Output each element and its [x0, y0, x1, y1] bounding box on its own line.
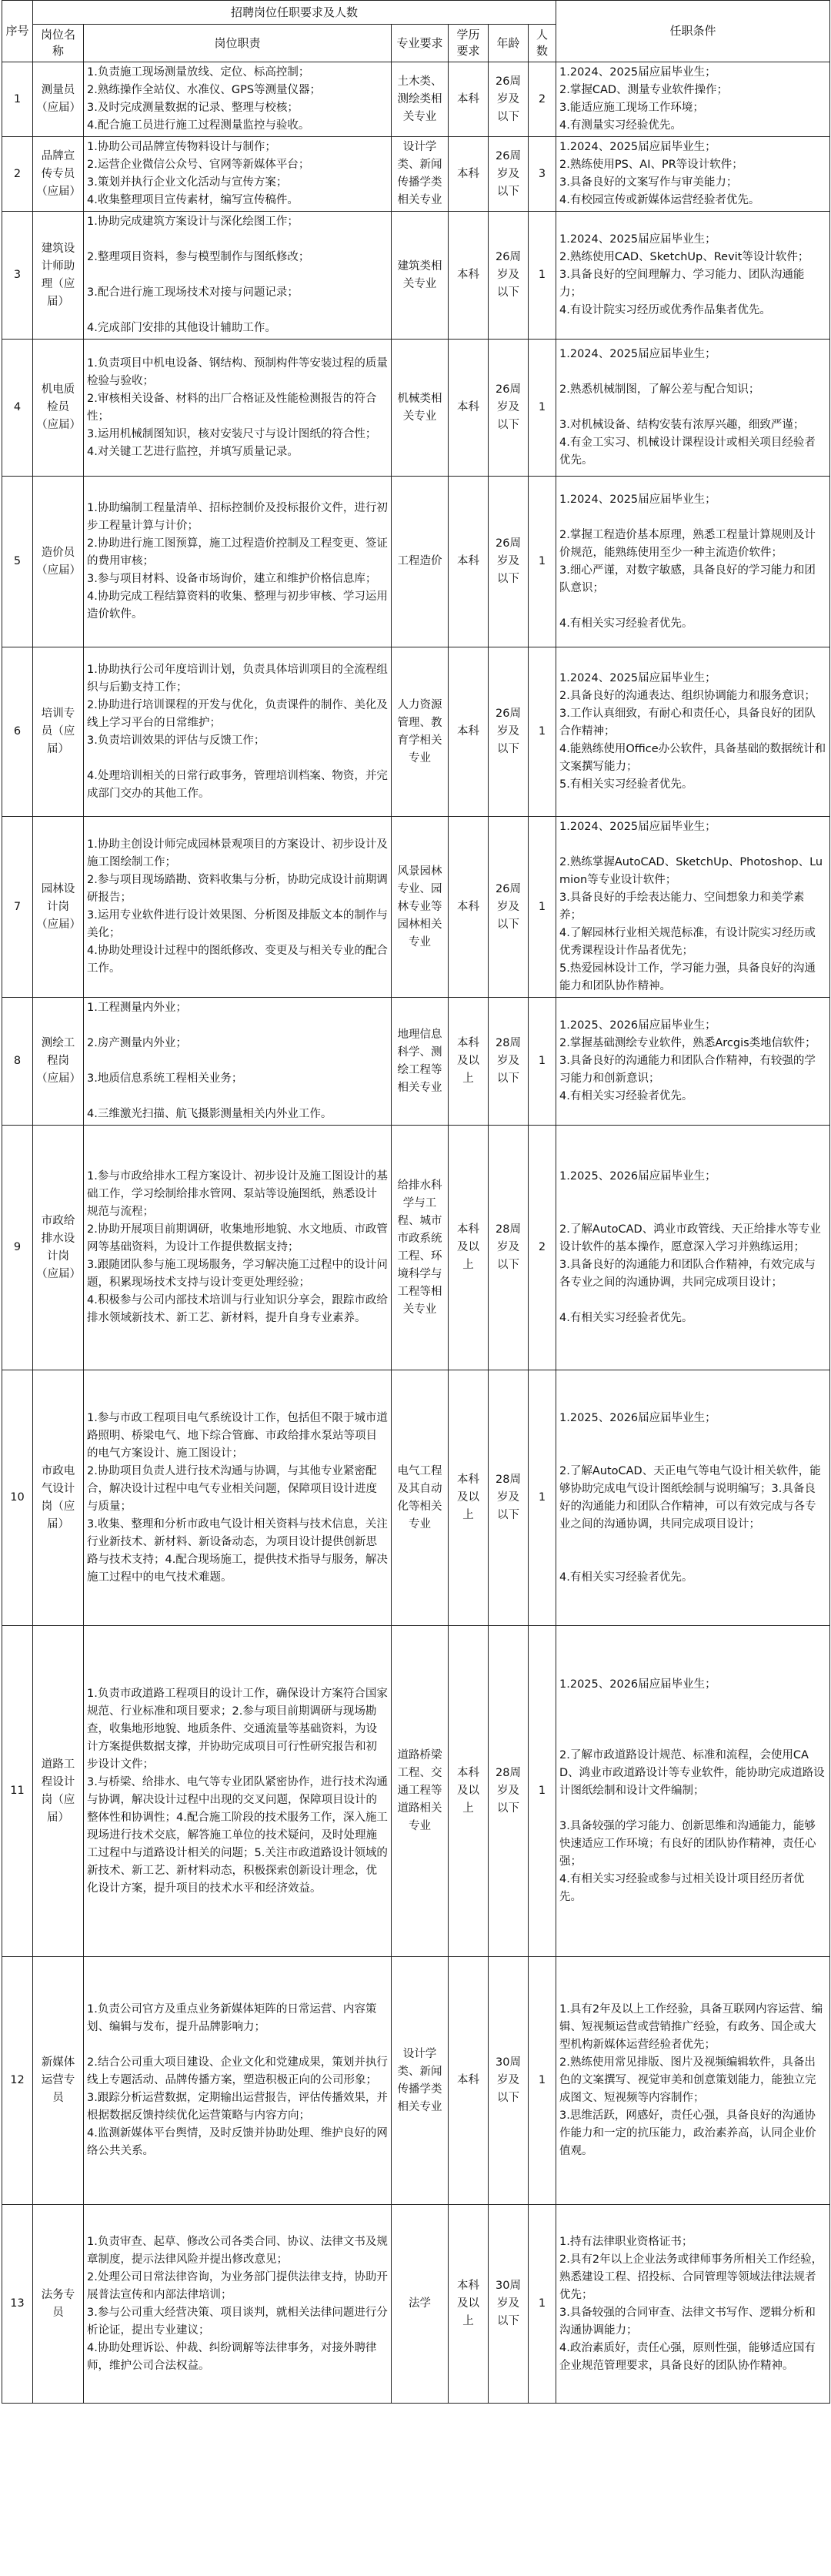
headcount: 1	[529, 998, 556, 1126]
position-name: 机电质检员（应届）	[33, 340, 84, 477]
requirement-item: 4.了解园林行业相关规范标准，有设计院实习经历或优秀课程设计作品者优先；	[559, 927, 816, 957]
row-seq: 11	[2, 1626, 33, 1957]
spacer	[559, 363, 826, 381]
table-title: 招聘岗位任职要求及人数	[33, 1, 556, 25]
requirement-item: 3.具备良好的手绘表达能力、空间想象力和美学素养；	[559, 892, 805, 922]
duty-item: 3.策划并执行企业文化活动与宣传方案；	[87, 176, 288, 189]
headcount: 1	[529, 2205, 556, 2404]
requirement-item: 3.具备较强的学习能力、创新思维和沟通能力，能够快速适应工作环境；有良好的团队协作精神，责任心强；	[559, 1820, 816, 1868]
duty-item: 3.跟随团队参与施工现场服务，学习解决施工过程中的设计问题，积累现场技术支持与设计变更处理经验；	[87, 1259, 388, 1289]
table-row	[2, 137, 830, 212]
header-position: 岗位名称	[33, 25, 84, 62]
duty-item: 3.运用机械制图知识，核对安装尺寸与设计图纸的符合性；	[87, 427, 377, 440]
requirements-cell	[556, 62, 830, 137]
row-seq: 7	[2, 817, 33, 998]
requirement-item: 3.具备良好的沟通能力和团队合作精神，有效完成与各专业之间的沟通协调，共同完成项目设计；	[559, 1259, 816, 1289]
duties-cell	[84, 137, 392, 212]
spacer	[87, 1088, 388, 1106]
requirement-item: 2.熟练使用常见排版、图片及视频编辑软件，具备出色的文案撰写、视觉审美和创意策划能力，能独立完成图文、短视频等内容制作；	[559, 2056, 816, 2104]
age-requirement: 28周岁及以下	[489, 1370, 529, 1626]
major-requirement: 设计学类、新闻传播学类相关专业	[392, 137, 449, 212]
duty-item: 4.收集整理项目宣传素材，编写宣传稿件。	[87, 194, 299, 206]
table-title-row	[2, 1, 830, 25]
duty-item: 1.参与市政工程项目电气系统设计工作，包括但不限于城市道路照明、桥梁电气、地下综合管廊、市政给排水泵站等项目的电气方案设计、施工图设计；	[87, 1411, 388, 1460]
requirement-item: 4.能熟练使用Office办公软件，具备基础的数据统计和文案撰写能力；	[559, 743, 826, 773]
table-row	[2, 1957, 830, 2205]
position-name: 培训专员（应届）	[33, 647, 84, 817]
requirements-cell	[556, 1126, 830, 1370]
duty-item: 1.协助完成建筑方案设计与深化绘图工作；	[87, 216, 299, 228]
spacer	[87, 302, 388, 319]
requirement-item: 2.了解市政道路设计规范、标准和流程，会使用CAD、鸿业市政道路设计等专业软件，能协助完成道路设计图纸绘制和设计文件编制；	[559, 1749, 825, 1797]
headcount: 1	[529, 212, 556, 340]
row-seq: 13	[2, 2205, 33, 2404]
requirement-item: 4.有金工实习、机械设计课程设计或相关项目经验者优先。	[559, 437, 816, 467]
requirement-item: 2.掌握工程造价基本原理，熟悉工程量计算规则及计价规范，能熟练使用至少一种主流造价软件；	[559, 528, 816, 559]
requirement-item: 2.熟练使用PS、AI、PR等设计软件；	[559, 159, 743, 171]
duty-item: 3.运用专业软件进行设计效果图、分析图及排版文本的制作与美化；	[87, 909, 388, 939]
spacer	[559, 1427, 826, 1445]
education-requirement: 本科	[449, 477, 489, 647]
requirement-item: 2.了解AutoCAD、鸿业市政管线、天正给排水等专业设计软件的基本操作，愿意深入学习并熟练运用；	[559, 1223, 821, 1253]
header-seq: 序号	[2, 1, 33, 62]
table-row	[2, 477, 830, 647]
education-requirement: 本科及以上	[449, 1126, 489, 1370]
requirement-item: 4.有校园宣传或新媒体运营经验者优先。	[559, 194, 760, 206]
requirement-item: 3.工作认真细致，有耐心和责任心，具备良好的团队合作精神；	[559, 708, 816, 738]
headcount: 3	[529, 137, 556, 212]
spacer	[559, 399, 826, 417]
requirement-item: 1.2025、2026届应届毕业生；	[559, 1411, 716, 1424]
requirement-item: 1.2024、2025届应届毕业生；	[559, 233, 716, 246]
requirement-item: 1.具有2年及以上工作经验，具备互联网内容运营、编辑、短视频运营或营销推广经验，有政务、国企或大型机构新媒体运营经验者优先；	[559, 2003, 823, 2051]
row-seq: 8	[2, 998, 33, 1126]
requirement-item: 1.2024、2025届应届毕业生；	[559, 672, 716, 684]
row-seq: 6	[2, 647, 33, 817]
requirement-item: 1.2024、2025届应届毕业生；	[559, 141, 716, 153]
duties-cell	[84, 1957, 392, 2205]
education-requirement: 本科	[449, 1957, 489, 2205]
requirement-item: 5.有相关实习经验者优先。	[559, 778, 693, 791]
spacer	[559, 1445, 826, 1463]
age-requirement: 28周岁及以下	[489, 1626, 529, 1957]
header-major: 专业要求	[392, 25, 449, 62]
requirement-item: 4.有相关实习经验者优先。	[559, 1312, 693, 1324]
row-seq: 9	[2, 1126, 33, 1370]
duty-item: 3.负责培训效果的评估与反馈工作；	[87, 734, 265, 747]
duty-item: 4.三维激光扫描、航飞摄影测量相关内外业工作。	[87, 1108, 332, 1120]
age-requirement: 26周岁及以下	[489, 817, 529, 998]
header-count: 人数	[529, 25, 556, 62]
requirement-item: 1.2024、2025届应届毕业生；	[559, 66, 716, 79]
duty-item: 4.协助处理设计过程中的图纸修改、变更及与相关专业的配合工作。	[87, 945, 388, 975]
requirement-item: 3.具备较强的合同审查、法律文书写作、逻辑分析和沟通协调能力；	[559, 2306, 816, 2337]
spacer	[559, 509, 826, 527]
duty-item: 2.协助进行施工图预算，施工过程造价控制及工程变更、签证的费用审核；	[87, 537, 388, 567]
row-seq: 3	[2, 212, 33, 340]
requirement-item: 2.掌握基础测绘专业软件，熟悉Arcgis类地信软件；	[559, 1037, 816, 1049]
requirement-item: 3.思维活跃，网感好，责任心强，具备良好的沟通协作能力和一定的抗压能力，政治素养高，认同企业价值观。	[559, 2109, 816, 2157]
headcount: 2	[529, 62, 556, 137]
major-requirement: 人力资源管理、教育学相关专业	[392, 647, 449, 817]
major-requirement: 风景园林专业、园林专业等园林相关专业	[392, 817, 449, 998]
duties-cell	[84, 998, 392, 1126]
requirement-item: 4.政治素质好，责任心强，原则性强，能够适应国有企业规范管理要求，具备良好的团队协作精神。	[559, 2341, 816, 2372]
requirement-item: 4.有相关实习经验者优先。	[559, 1571, 693, 1584]
table-body	[2, 62, 830, 2404]
requirement-item: 1.2024、2025届应届毕业生；	[559, 493, 716, 506]
duty-item: 4.协助处理诉讼、仲裁、纠纷调解等法律事务，对接外聘律师，维护公司合法权益。	[87, 2341, 377, 2372]
duty-item: 3.收集、整理和分析市政电气设计相关资料与技术信息，关注行业新技术、新材料、新设备动态，为项目设计提供创新思路与技术支持；4.配合现场施工，提供技术指导与服务，解决施工过程中的电气技术难题。	[87, 1517, 388, 1584]
requirements-cell	[556, 137, 830, 212]
duty-item: 2.协助开展项目前期调研，收集地形地貌、水文地质、市政管网等基础资料，为设计工作提供数据支持；	[87, 1223, 388, 1253]
position-name: 测量员（应届）	[33, 62, 84, 137]
duty-item: 1.协助编制工程量清单、招标控制价及投标报价文件，进行初步工程量计算与计价；	[87, 502, 388, 532]
education-requirement: 本科	[449, 647, 489, 817]
position-name: 测绘工程岗（应届）	[33, 998, 84, 1126]
table-row	[2, 998, 830, 1126]
requirements-cell	[556, 1370, 830, 1626]
table-row	[2, 62, 830, 137]
duty-item: 1.负责施工现场测量放线、定位、标高控制；	[87, 66, 310, 79]
requirement-item: 3.具备良好的文案写作与审美能力；	[559, 176, 738, 189]
requirements-cell	[556, 340, 830, 477]
duty-item: 4.处理培训相关的日常行政事务，管理培训档案、物资，并完成部门交办的其他工作。	[87, 769, 388, 800]
duty-item: 3.配合进行施工现场技术对接与问题记录；	[87, 286, 299, 299]
requirement-item: 2.掌握CAD、测量专业软件操作；	[559, 84, 729, 96]
requirement-item: 4.有相关实习经验或参与过相关设计项目经历者优先。	[559, 1873, 805, 1903]
table-row	[2, 817, 830, 998]
headcount: 1	[529, 1370, 556, 1626]
duty-item: 3.地质信息系统工程相关业务；	[87, 1072, 243, 1085]
major-requirement: 电气工程及其自动化等相关专业	[392, 1370, 449, 1626]
education-requirement: 本科及以上	[449, 1626, 489, 1957]
position-name: 品牌宣传专员（应届）	[33, 137, 84, 212]
requirement-item: 1.2025、2026届应届毕业生；	[559, 1170, 716, 1183]
duty-item: 1.协助执行公司年度培训计划，负责具体培训项目的全流程组织与后勤支持工作；	[87, 663, 388, 694]
requirements-cell	[556, 1957, 830, 2205]
major-requirement: 工程造价	[392, 477, 449, 647]
duties-cell	[84, 2205, 392, 2404]
duty-item: 4.对关键工艺进行监控，并填写质量记录。	[87, 445, 299, 458]
recruitment-table	[2, 0, 830, 2404]
headcount: 1	[529, 340, 556, 477]
requirements-cell	[556, 817, 830, 998]
spacer	[87, 266, 388, 284]
age-requirement: 26周岁及以下	[489, 340, 529, 477]
requirement-item: 1.2024、2025届应届毕业生；	[559, 348, 716, 360]
header-requirements: 任职条件	[556, 1, 830, 62]
education-requirement: 本科及以上	[449, 1370, 489, 1626]
duties-cell	[84, 647, 392, 817]
row-seq: 1	[2, 62, 33, 137]
duty-item: 2.运营企业微信公众号、官网等新媒体平台；	[87, 159, 310, 171]
requirements-cell	[556, 998, 830, 1126]
position-name: 道路工程设计岗（应届）	[33, 1626, 84, 1957]
spacer	[559, 1551, 826, 1569]
requirement-item: 2.具备良好的沟通表达、组织协调能力和服务意识；	[559, 690, 816, 702]
spacer	[559, 597, 826, 615]
position-name: 造价员（应届）	[33, 477, 84, 647]
position-name: 新媒体运营专员	[33, 1957, 84, 2205]
requirements-cell	[556, 1626, 830, 1957]
major-requirement: 土木类、测绘类相关专业	[392, 62, 449, 137]
requirements-cell	[556, 647, 830, 817]
headcount: 2	[529, 1126, 556, 1370]
duty-item: 3.参与公司重大经营决策、项目谈判，就相关法律问题进行分析论证，提出专业建议；	[87, 2306, 388, 2337]
duties-cell	[84, 817, 392, 998]
table-row	[2, 1626, 830, 1957]
age-requirement: 26周岁及以下	[489, 647, 529, 817]
requirement-item: 3.对机械设备、结构安装有浓厚兴趣，细致严谨；	[559, 419, 805, 431]
duty-item: 1.工程测量内外业；	[87, 1002, 187, 1014]
duty-item: 4.完成部门安排的其他设计辅助工作。	[87, 322, 276, 334]
age-requirement: 26周岁及以下	[489, 62, 529, 137]
requirement-item: 1.2024、2025届应届毕业生；	[559, 821, 716, 833]
duties-cell	[84, 212, 392, 340]
duty-item: 4.监测新媒体平台舆情，及时反馈并协助处理、维护良好的网络公共关系。	[87, 2127, 388, 2157]
headcount: 1	[529, 817, 556, 998]
requirement-item: 4.有测量实习经验优先。	[559, 119, 682, 132]
duties-cell	[84, 1626, 392, 1957]
spacer	[559, 1203, 826, 1221]
requirement-item: 2.了解AutoCAD、天正电气等电气设计相关软件，能够协助完成电气设计图纸绘制与说明编写；3.具备良好的沟通能力和团队合作精神，可以有效完成与各专业之间的沟通协调，共同完成项目设计；	[559, 1464, 821, 1531]
requirements-cell	[556, 212, 830, 340]
major-requirement: 给排水科学与工程、城市市政系统工程、环境科学与工程等相关专业	[392, 1126, 449, 1370]
row-seq: 10	[2, 1370, 33, 1626]
duties-cell	[84, 1370, 392, 1626]
duty-item: 1.协助公司品牌宣传物料设计与制作；	[87, 141, 276, 153]
position-name: 建筑设计师助理（应届）	[33, 212, 84, 340]
duty-item: 1.负责市政道路工程项目的设计工作，确保设计方案符合国家规范、行业标准和项目要求；2.参与项目前期调研与现场勘查，收集地形地貌、地质条件、交通流量等基础资料，为设计方案提供数据支撑，并协助完成项目可行性研究报告和初步设计文件；	[87, 1687, 388, 1771]
row-seq: 4	[2, 340, 33, 477]
spacer	[559, 1534, 826, 1551]
major-requirement: 法学	[392, 2205, 449, 2404]
age-requirement: 28周岁及以下	[489, 998, 529, 1126]
requirement-item: 3.细心严谨，对数字敏感，具备良好的学习能力和团队意识；	[559, 564, 816, 594]
age-requirement: 30周岁及以下	[489, 2205, 529, 2404]
duties-cell	[84, 340, 392, 477]
requirement-item: 2.熟悉机械制图，了解公差与配合知识；	[559, 383, 760, 396]
headcount: 1	[529, 1626, 556, 1957]
headcount: 1	[529, 1957, 556, 2205]
header-education: 学历要求	[449, 25, 489, 62]
duty-item: 2.审核相关设备、材料的出厂合格证及性能检测报告的符合性；	[87, 392, 377, 423]
major-requirement: 机械类相关专业	[392, 340, 449, 477]
table-row	[2, 1370, 830, 1626]
duty-item: 4.积极参与公司内部技术培训与行业知识分享会，跟踪市政给排水领域新技术、新工艺、新材料，提升自身专业素养。	[87, 1294, 388, 1324]
table-row	[2, 1126, 830, 1370]
education-requirement: 本科及以上	[449, 2205, 489, 2404]
major-requirement: 建筑类相关专业	[392, 212, 449, 340]
spacer	[87, 750, 388, 768]
duty-item: 2.整理项目资料，参与模型制作与图纸修改；	[87, 251, 310, 263]
table-row	[2, 340, 830, 477]
row-seq: 2	[2, 137, 33, 212]
duty-item: 2.协助进行培训课程的开发与优化，负责课件的制作、美化及线上学习平台的日常维护；	[87, 698, 388, 729]
headcount: 1	[529, 647, 556, 817]
spacer	[87, 231, 388, 249]
age-requirement: 26周岁及以下	[489, 137, 529, 212]
major-requirement: 设计学类、新闻传播学类相关专业	[392, 1957, 449, 2205]
education-requirement: 本科及以上	[449, 998, 489, 1126]
row-seq: 5	[2, 477, 33, 647]
duty-item: 4.配合施工员进行施工过程测量监控与验收。	[87, 119, 310, 132]
duty-item: 2.熟练操作全站仪、水准仪、GPS等测量仪器；	[87, 84, 322, 96]
duty-item: 3.与桥梁、给排水、电气等专业团队紧密协作，进行技术沟通与协调，解决设计过程中出现的交叉问题，保障项目设计的整体性和协调性；4.配合施工阶段的技术服务工作，深入施工现场进行技术交底，解答施工单位的技术疑问，及时处理施工过程中与道路设计相关的问题；5.关注市政道路设计领域的新技术、新工艺、新材料动态，积极探索创新设计理念，优化设计方案，提升项目的技术水平和经济效益。	[87, 1775, 388, 1895]
requirement-item: 3.能适应施工现场工作环境；	[559, 102, 704, 114]
header-duties: 岗位职责	[84, 25, 392, 62]
duty-item: 1.负责项目中机电设备、钢结构、预制构件等安装过程的质量检验与验收；	[87, 356, 388, 387]
position-name: 市政电气设计岗（应届）	[33, 1370, 84, 1626]
duty-item: 3.跟踪分析运营数据，定期输出运营报告，评估传播效果，并根据数据反馈持续优化运营策略与内容方向；	[87, 2092, 388, 2122]
requirements-cell	[556, 2205, 830, 2404]
spacer	[559, 1694, 826, 1711]
position-name: 市政给排水设计岗（应届）	[33, 1126, 84, 1370]
requirement-item: 1.2025、2026届应届毕业生；	[559, 1678, 716, 1691]
duty-item: 3.参与项目材料、设备市场询价，建立和维护价格信息库；	[87, 573, 377, 585]
duty-item: 1.协助主创设计师完成园林景观项目的方案设计、初步设计及施工图绘制工作；	[87, 838, 388, 868]
education-requirement: 本科	[449, 62, 489, 137]
duty-item: 2.参与项目现场踏勘、资料收集与分析，协助完成设计前期调研报告；	[87, 874, 388, 904]
age-requirement: 30周岁及以下	[489, 1957, 529, 2205]
duties-cell	[84, 477, 392, 647]
spacer	[559, 1292, 826, 1310]
education-requirement: 本科	[449, 212, 489, 340]
spacer	[559, 1729, 826, 1747]
major-requirement: 道路桥梁工程、交通工程等道路相关专业	[392, 1626, 449, 1957]
header-age: 年龄	[489, 25, 529, 62]
row-seq: 12	[2, 1957, 33, 2205]
education-requirement: 本科	[449, 137, 489, 212]
headcount: 1	[529, 477, 556, 647]
duty-item: 2.协助项目负责人进行技术沟通与协调，与其他专业紧密配合，解决设计过程中电气专业相关问题，保障项目设计进度与质量；	[87, 1464, 377, 1513]
major-requirement: 地理信息科学、测绘工程等相关专业	[392, 998, 449, 1126]
requirement-item: 3.具备良好的沟通能力和团队合作精神，有较强的学习能力和创新意识；	[559, 1055, 816, 1085]
duty-item: 2.处理公司日常法律咨询，为业务部门提供法律支持，协助开展普法宣传和内部法律培训；	[87, 2270, 388, 2301]
duty-item: 4.协助完成工程结算资料的收集、整理与初步审核、学习运用造价软件。	[87, 590, 388, 621]
requirement-item: 2.熟练使用CAD、SketchUp、Revit等设计软件；	[559, 251, 809, 263]
requirement-item: 4.有相关实习经验者优先。	[559, 1090, 693, 1102]
age-requirement: 26周岁及以下	[489, 477, 529, 647]
spacer	[87, 1017, 388, 1035]
requirement-item: 2.熟练掌握AutoCAD、SketchUp、Photoshop、Lumion等专业设计软件；	[559, 856, 823, 886]
duties-cell	[84, 62, 392, 137]
spacer	[559, 1186, 826, 1203]
duty-item: 1.负责公司官方及重点业务新媒体矩阵的日常运营、内容策划、编辑与发布，提升品牌影响力；	[87, 2003, 377, 2033]
requirement-item: 2.具有2年以上企业法务或律师事务所相关工作经验，熟悉建设工程、招投标、合同管理等领域法律法规者优先；	[559, 2253, 823, 2301]
spacer	[559, 836, 826, 854]
duties-cell	[84, 1126, 392, 1370]
requirement-item: 3.具备良好的空间理解力、学习能力、团队沟通能力；	[559, 269, 805, 299]
duty-item: 2.结合公司重大项目建设、企业文化和党建成果，策划并执行线上专题活动、品牌传播方案，塑造积极正向的公司形象；	[87, 2056, 388, 2086]
requirement-item: 4.有相关实习经验者优先。	[559, 617, 693, 630]
requirement-item: 5.热爱园林设计工作，学习能力强，具备良好的沟通能力和团队协作精神。	[559, 962, 816, 992]
position-name: 法务专员	[33, 2205, 84, 2404]
requirement-item: 4.有设计院实习经历或优秀作品集者优先。	[559, 304, 771, 316]
spacer	[87, 2036, 388, 2054]
position-name: 园林设计岗（应届）	[33, 817, 84, 998]
duty-item: 3.及时完成测量数据的记录、整理与校核；	[87, 102, 299, 114]
requirement-item: 1.2025、2026届应届毕业生；	[559, 1019, 716, 1032]
spacer	[87, 1052, 388, 1070]
duty-item: 2.房产测量内外业；	[87, 1037, 187, 1049]
table-row	[2, 647, 830, 817]
table-row	[2, 2205, 830, 2404]
requirement-item: 1.持有法律职业资格证书；	[559, 2235, 693, 2248]
requirements-cell	[556, 477, 830, 647]
spacer	[559, 1711, 826, 1729]
spacer	[559, 1800, 826, 1818]
education-requirement: 本科	[449, 817, 489, 998]
education-requirement: 本科	[449, 340, 489, 477]
table-row	[2, 212, 830, 340]
duty-item: 1.参与市政给排水工程方案设计、初步设计及施工图设计的基础工作，学习绘制给排水管网、泵站等设施图纸，熟悉设计规范与流程；	[87, 1170, 388, 1218]
age-requirement: 28周岁及以下	[489, 1126, 529, 1370]
duty-item: 1.负责审查、起草、修改公司各类合同、协议、法律文书及规章制度，提示法律风险并提出修改意见；	[87, 2235, 388, 2266]
age-requirement: 26周岁及以下	[489, 212, 529, 340]
